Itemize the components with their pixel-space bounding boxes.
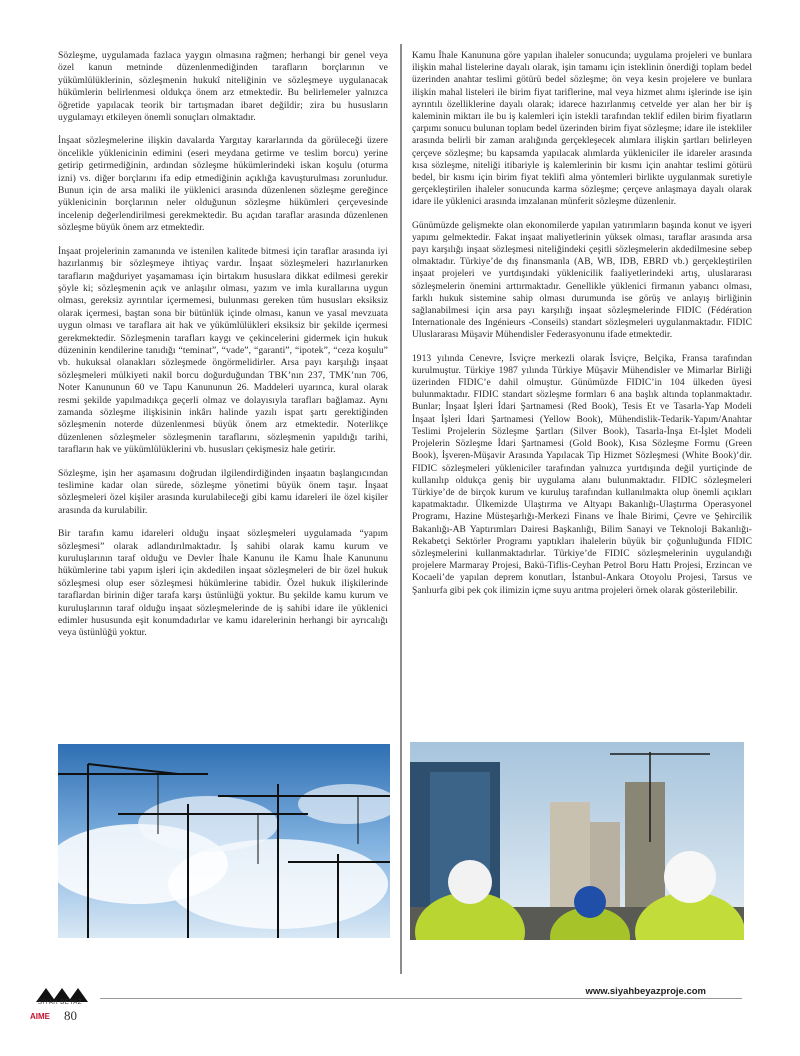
page-number: 80 <box>64 1008 77 1023</box>
cranes-photo <box>58 744 390 938</box>
paragraph: Günümüzde gelişmekte olan ekonomilerde yapılan yatırımların başında konut ve işyeri yapımı gelmektedir. Fakat inşaat maliyetlerinin yüksek olması, taraflar arasında arsa payı karşılığı inşaat sözleşmesi niteliğindeki çeşitli sözleşmelerin akdedilmesine sebep olmaktadır. Türkiye’de dış finansmanla (AB, WB, IDB, EBRD vb.) gerçekleştirilen inşaat projeleri ve yurtdışındaki yüklenicilik faaliyetlerindeki artış, uluslararası sözleşmelerin önemini arttırmaktadır. Genellikle yüklenici firmanın yabancı olması, farklı hukuk sistemine sahip olması durumunda ise görüş ve anlayış birliğinin sağlanabilmesi için arsa payı karşılığı inşaat sözleşmelerinde FIDIC (Fédération Internationale des Ingénieurs -Conseils) standart sözleşmeleri uygulanmaktadır. FIDIC Uluslararası Müşavir Mühendisler Federasyonunu ifade etmektedir. <box>412 220 752 341</box>
left-text-column <box>58 50 388 651</box>
workers-photo <box>410 742 744 940</box>
paragraph: İnşaat projelerinin zamanında ve istenilen kalitede bitmesi için taraflar arasında iyi hazırlanmış bir sözleşmeye ihtiyaç vardır. İnşaat sözleşmeleri hazırlanırken tarafların mağduriyet yaşamaması için birtakım hususlara dikkat edilmesi gerekir şöyle ki; sözleşmenin açık ve anlaşılır olması, yazım ve imla kurallarına uygun olması, gereksiz ayrıntılar içermemesi, bulunması gereken tüm hususları eksiksiz olarak içermesi, baştan sona bir bütünlük içinde olması, kanun ve yasal mevzuata uygun olması ve taraflara ait hak ve yükümlülükleri eksiksiz bir şekilde içermesi gerekmektedir. Sözleşmenin tarafları kaygı ve çekincelerini gidermek için hukuk düzeninin kendilerine tanıdığı “teminat”, “vade”, “garanti”, “ipotek”, “ceza koşulu” vb. hukuksal olanakları sözleşmede öngörmelidirler. Arsa payı karşılığı inşaat sözleşmeleri mülkiyeti nakil borcu doğurduğundan TBK’nın 237, TMK’nın 706, Noter Kanununun 60 ve Tapu Kanununun 26. Maddeleri uyarınca, kural olarak resmi şekilde yapılmadıkça geçerli olmaz ve dolayısıyla tarafları bağlamaz. Aynı zamanda sözleşme ilişkisinin inkârı halinde yazılı ispat şartı gerektiğinden sözleşmenin noterde düzenlenmesi büyük önem arz etmektedir. Noterlikçe düzenlenen sözleşmeler sözleşmenin taraflarını, sözleşmenin yapıldığı tarihi, tarafların hak ve yükümlülüklerini vb. hususları çekişmesiz hale getirir. <box>58 245 388 456</box>
cranes-illustration <box>58 744 390 938</box>
column-divider <box>400 44 402 974</box>
paragraph: Kamu İhale Kanununa göre yapılan ihaleler sonucunda; uygulama projeleri ve bunlara ilişkin mahal listelerine dayalı olarak, işin tamamı için isteklinin önerdiği toplam bedel üzerinden anahtar teslimi götürü bedel sözleşme; ön veya kesin projelere ve bunlara ilişkin mahal listeleri ile birim fiyat tariflerine, mal veya hizmet alımı işlerinde ise işin ayrıntılı özelliklerine dayalı olarak; idarece hazırlanmış cetvelde yer alan her bir iş kaleminin miktarı ile bu iş kalemleri için istekli tarafından teklif edilen birim fiyatların çarpımı sonucu bulunan toplam bedel üzerinden birim fiyat sözleşme; idare ile istekliler arasında belirli bir zaman aralığında gerçekleşecek alımlara ilişkin şartları belirleyen çerçeve sözleşme; bu kapsamda yapılacak alımlarda yükleniciler ile idareler arasında kısa sözleşme, niteliği itibariyle iş kalemlerinin bir kısmı için anahtar teslimi götürü bedel, bir kısmı için birim fiyat teklifi alma yöntemleri birlikte uygulanmak suretiyle gerçekleştirilen ihaleler sonucunda karma sözleşme; çerçeve anlaşmaya dayalı olarak idare ile yüklenici arasında imzalanan münferit sözleşme düzenlenir. <box>412 51 752 208</box>
paragraph: Sözleşme, işin her aşamasını doğrudan ilgilendirdiğinden inşaatın başlangıcından teslimine kadar olan sürede, sözleşme yönetimi büyük önem taşır. İnşaat sözleşmeleri özel kişiler arasında kurulabileceği gibi kamu idareleri ile özel kişiler arasında da kurulabilir. <box>58 467 388 516</box>
logo-text: SİYAH BEYAZ <box>38 1000 82 1006</box>
workers-illustration <box>410 742 744 940</box>
footer-divider <box>100 998 742 999</box>
paragraph: İnşaat sözleşmelerine ilişkin davalarda Yargıtay kararlarında da görüleceği üzere öncelikle yüklenicinin edimini (eseri meydana getirme ve teslim borcu) yerine getirip getirmediğinin, ardından sözleşme hükümlerindeki iskan koşulu (oturma izni) vs. diğer borçlarını ifa edip etmediğinin açıklığa kavuşturulması zorunludur. Bunun için de arsa maliki ile yüklenici arasında düzenlenen sözleşme gereğince yüklenicinin borçlarının neler olduğunun sözleşme hükümleri çerçevesinde incelenip değerlendirilmesi gerekmektedir. Bu açıdan taraflar arasında düzenlenen sözleşme büyük önem arz etmektedir. <box>58 135 388 234</box>
brand-mark: AIME <box>30 1012 50 1021</box>
paragraph: 1913 yılında Cenevre, İsviçre merkezli olarak İsviçre, Belçika, Fransa tarafından kurulmuştur. Türkiye 1987 yılında Türkiye Müşavir Mühendisler ve Mimarlar Birliği üzerinden FIDIC’e dahil olmuştur. Günümüzde FIDIC’in 104 ülkeden üyesi bulunmaktadır. FIDIC standart sözleşme formları 6 ana başlık altında toplanmaktadır. Bunlar; İnşaat İşleri İdari Şartnamesi (Red Book), Tesis Et ve Tasarla-Yap Modeli İnşaat İşleri İdari Şartnamesi (Yellow Book), Mühendislik-Tedarik-Yapım/Anahtar Teslimi Projelerin Sözleşme Şartları (Silver Book), Tasarla-İnşa Et-İşlet Modeli Projelerin Sözleşme İdari Şartnamesi (Gold Book), Kısa Sözleşme Formu (Green Book), İşveren-Müşavir Arasında Yapılacak Tip Hizmet Sözleşmesi (White Book)’dir. FIDIC sözleşmeleri yükleniciler tarafından yalnızca yurtdışında değil yurtiçinde de kullanılıp oldukça geniş bir uygulama alanı bulunmaktadır. FIDIC sözleşmeleri Türkiye’de de birçok kurum ve kuruluş tarafından kullanılmakta olup önemli açıkları kapatmaktadır. Ülkemizde Ulaştırma ve Altyapı Bakanlığı-Ulaştırma Operasyonel Programı, Hazine Müsteşarlığı-Merkezi Finans ve İhale Birimi, Çevre ve Şehircilik Bakanlığı-AB Yaptırımları Dairesi Başkanlığı, Bilim Sanayi ve Teknoloji Bakanlığı-Rekabetçi Sektörler Programı yaptıkları ihalelerin büyük bir çoğunluğunda FIDIC sözleşmelerini kullanmaktadırlar. Türkiye’de FIDIC sözleşmelerinin uygulandığı projelere Marmaray Projesi, Bakü-Tiflis-Ceyhan Petrol Boru Hattı Projesi, Erzincan ve Kocaeli’de yapılan deprem konutları, İstanbul-Ankara Otoyolu Projesi, Tarsus ve Şanlıurfa gibi pek çok ilimizin içme suyu arıtma projeleri örnek olarak gösterilebilir. <box>412 353 752 596</box>
paragraph: Sözleşme, uygulamada fazlaca yaygın olmasına rağmen; herhangi bir genel veya özel kanun metninde düzenlenmediğinden tarafların borçlarının ve yükümlülüklerinin, sözleşmenin hukukî niteliğinin ve sözleşmeye uygulanacak hükümlerin belirlenmesi oldukça önem arz etmektedir. Bu belirlemeler yalnızca öğretide yapılacak teorik bir tartışmadan ibaret değildir; zira bu hususların uygulamayı etkileyen önemli sonuçları olmaktadır. <box>58 50 388 124</box>
footer-website[interactable]: www.siyahbeyazproje.com <box>585 986 706 997</box>
paragraph: Bir tarafın kamu idareleri olduğu inşaat sözleşmeleri uygulamada “yapım sözleşmesi” olarak adlandırılmaktadır. İş sahibi olarak kamu kurum ve kuruluşlarının taraf olduğu ve Devler İhale Kanunu ile Kamu İhale Kanununu hükümlerine tabi yapım işleri için akdedilen inşaat sözleşmeleri de bir özel hukuk sözleşmesi olup eser sözleşmesi hükümlerine tabidir. Özel hukuk ilişkilerinde taraflardan birinin diğer tarafa karşı üstünlüğü yoktur. Bu şekilde kamu kurum ve kuruluşlarının taraf olduğu inşaat sözleşmelerinde de iş sahibi idare ile yüklenici edimler hususunda eşit konumdadırlar ve kamu idarelerinin herhangi bir ayrıcalığı veya üstünlüğü yoktur. <box>58 528 388 639</box>
right-text-column <box>412 50 752 608</box>
